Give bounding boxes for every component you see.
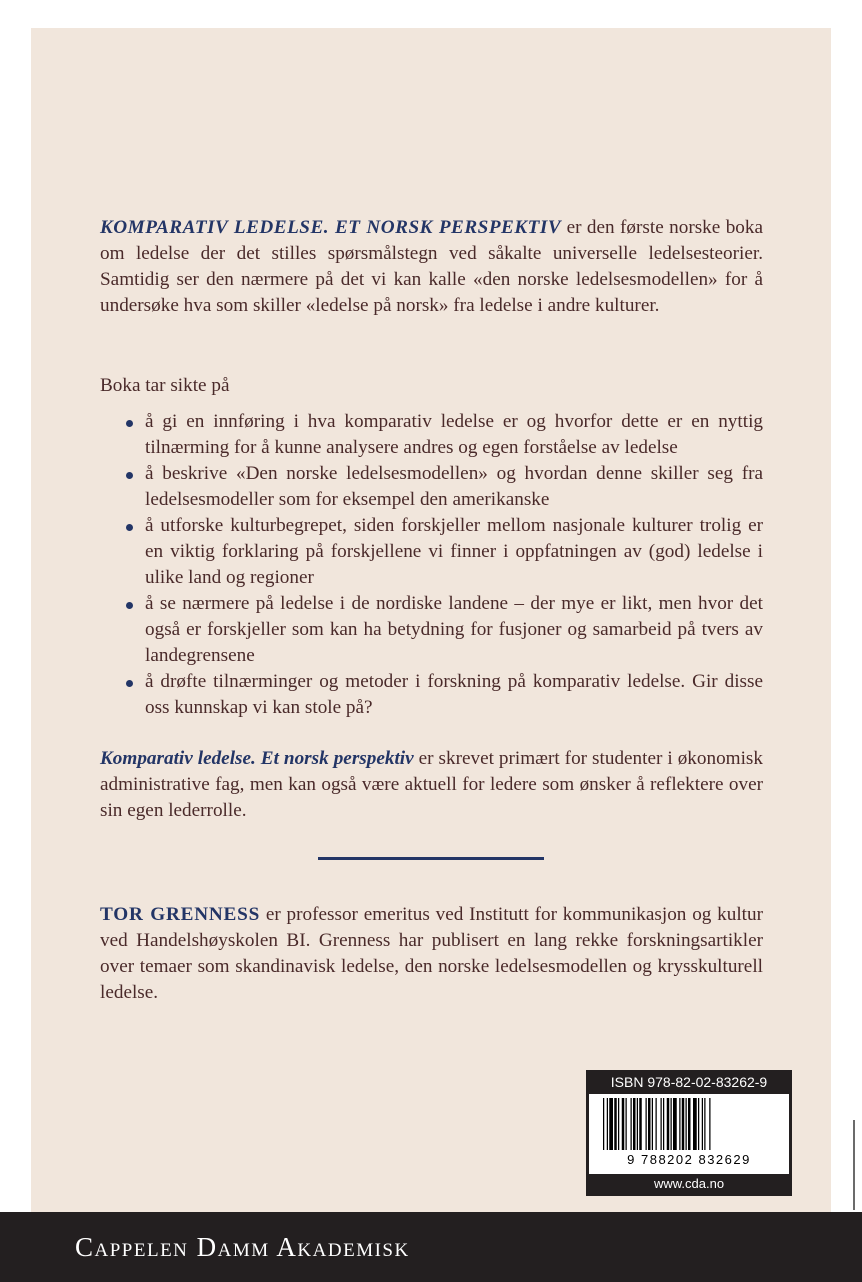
bullet-text: å gi en innføring i hva komparativ ledelse er og hvorfor dette er en nyttig tilnærming for å kunne analysere andres og egen forståelse av ledelse xyxy=(145,411,763,458)
bullet-text: å drøfte tilnærminger og metoder i forskning på komparativ ledelse. Gir disse oss kunnskap vi kan stole på? xyxy=(145,671,763,718)
bullet-item xyxy=(100,669,763,721)
intro-text: er den første norske boka om ledelse der det stilles spørsmålstegn ved såkalte universelle ledelsesteorier. Samtidig ser den nærmere på det vi kan kalle «den norske ledelsesmodellen» for å undersøke hva som skiller «ledelse på norsk» fra ledelse i andre kulturer. xyxy=(100,217,764,316)
bullet-icon xyxy=(126,680,133,687)
lead-text: Boka tar sikte på xyxy=(100,375,230,396)
target-paragraph xyxy=(100,746,763,824)
bullet-item xyxy=(100,591,763,669)
book-title-caps: KOMPARATIV LEDELSE. ET NORSK PERSPEKTIV xyxy=(100,217,562,238)
intro-paragraph xyxy=(100,215,763,319)
publisher-footer xyxy=(0,1212,862,1282)
author-bio: er professor emeritus ved Institutt for kommunikasjon og kultur ved Handelshøyskolen BI. Grenness har publisert en lang rekke forskningsartikler over temaer som skandinavisk ledelse, den norske ledelsesmodellen og krysskulturell ledelse. xyxy=(100,904,764,1003)
bullet-icon xyxy=(126,420,133,427)
author-name: TOR GRENNESS xyxy=(100,904,261,925)
website-label: www.cda.no xyxy=(653,1176,725,1191)
barcode-digits: 9 788202 832629 xyxy=(627,1152,751,1167)
barcode-area xyxy=(589,1094,789,1174)
bullet-icon xyxy=(126,524,133,531)
divider xyxy=(318,857,544,860)
isbn-label: ISBN 978-82-02-83262-9 xyxy=(610,1074,768,1090)
book-title-italic: Komparativ ledelse. Et norsk perspektiv xyxy=(100,748,414,769)
bullet-item xyxy=(100,409,763,461)
bullet-icon xyxy=(126,472,133,479)
author-paragraph xyxy=(100,902,763,1006)
bullet-text: å beskrive «Den norske ledelsesmodellen» og hvordan denne skiller seg fra ledelsesmodeller som for eksempel den amerikanske xyxy=(145,463,763,510)
page-margin xyxy=(831,0,862,1282)
bullet-text: å se nærmere på ledelse i de nordiske landene – der mye er likt, men hvor det også er forskjeller som kan ha betydning for fusjoner og samarbeid på tvers av landegrensene xyxy=(145,593,763,666)
bullet-list xyxy=(100,409,763,721)
bullet-item xyxy=(100,513,763,591)
bullet-text: å utforske kulturbegrepet, siden forskjeller mellom nasjonale kulturer trolig er en viktig forklaring på forskjellene vi finner i oppfatningen av (god) ledelse i ulike land og regioner xyxy=(145,515,763,588)
edge-mark xyxy=(853,1120,855,1210)
isbn-barcode-box xyxy=(586,1070,792,1196)
target-text: er skrevet primært for studenter i økonomisk administrative fag, men kan også være aktuell for ledere som ønsker å reflektere over sin egen lederrolle. xyxy=(100,748,763,821)
publisher-name: Cappelen Damm Akademisk xyxy=(75,1232,410,1262)
bullet-item xyxy=(100,461,763,513)
bullet-icon xyxy=(126,602,133,609)
